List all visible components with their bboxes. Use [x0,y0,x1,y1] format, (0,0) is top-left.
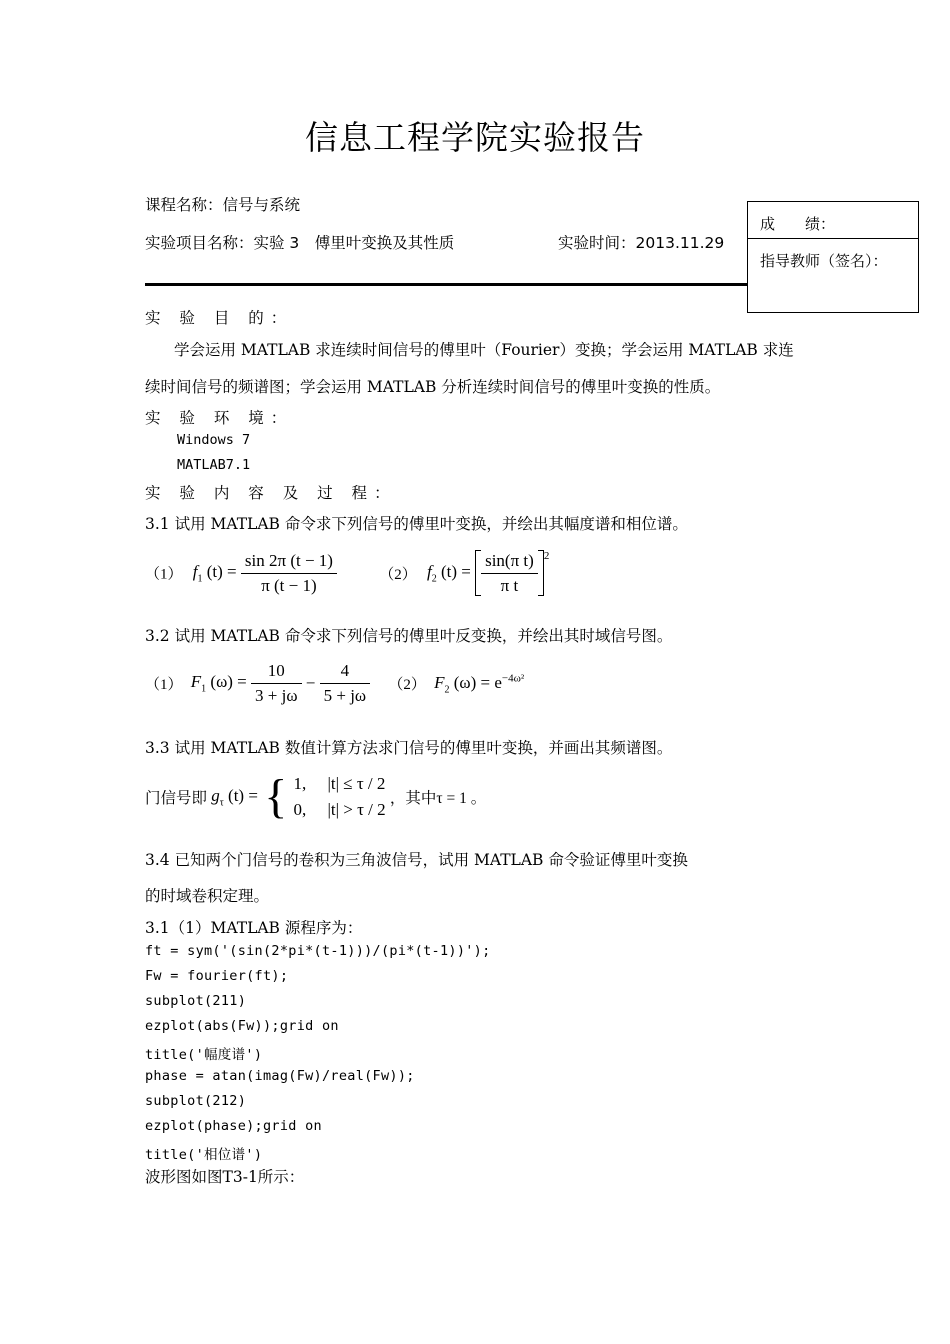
numerator: 10 [251,661,302,684]
project-name: 实验项目名称：实验 3 傅里叶变换及其性质 [145,234,455,252]
eq-symbol: F [190,672,202,692]
equation-3-3 [145,771,486,823]
eq-arg: (t) = [440,561,471,581]
eq-symbol: F [434,672,445,692]
task-3-3: 3.3 试用 MATLAB 数值计算方法求门信号的傅里叶变换，并画出其频谱图。 [145,739,673,757]
task-3-2: 3.2 试用 MATLAB 命令求下列信号的傅里叶反变换，并绘出其时域信号图。 [145,627,673,645]
code-line: subplot(211) [145,993,247,1009]
equation-3-2 [145,661,524,706]
numerator: sin(π t) [481,551,538,574]
environment-heading: 实 验 环 境： [145,409,294,427]
code-line: phase = atan(imag(Fw)/real(Fw)); [145,1068,415,1084]
task-3-4-line-1: 3.4 已知两个门信号的卷积为三角波信号，试用 MATLAB 命令验证傅里叶变换 [145,851,688,869]
code-heading: 3.1（1）MATLAB 源程序为： [145,919,363,937]
eq-arg: (ω) = e [453,672,502,692]
purpose-heading: 实 验 目 的： [145,309,294,327]
fraction [241,551,337,596]
page-title: 信息工程学院实验报告 [305,118,645,157]
code-line: ezplot(phase);grid on [145,1118,322,1134]
eq-number: （1） [145,566,183,583]
case-line: 1, |t| ≤ τ / 2 [293,774,386,793]
eq-number: （2） [388,677,426,693]
eq-arg: (ω) = [210,672,247,692]
eq-subscript: τ [219,797,224,809]
course-name: 课程名称：信号与系统 [145,196,301,214]
numerator: sin 2π (t − 1) [241,551,337,574]
eq-symbol: g [211,785,220,805]
eq-symbol: f [426,561,432,581]
fraction [251,661,302,706]
exponent: −4ω² [501,671,525,684]
code-line: title('幅度谱') [145,1047,263,1063]
code-line: ezplot(abs(Fw));grid on [145,1018,339,1034]
numerator: 4 [320,661,371,684]
code-line: title('相位谱') [145,1147,263,1163]
equation-3-1 [145,550,549,596]
eq-symbol: f [192,561,198,581]
eq-suffix: ，其中τ = 1 。 [389,790,487,807]
eq-subscript: 1 [201,683,207,695]
minus-sign: − [305,673,316,693]
case-line: 0, |t| > τ / 2 [293,800,386,819]
eq-arg: (t) = [228,785,258,805]
score-label: 成 绩： [760,215,836,233]
eq-subscript: 1 [197,573,203,585]
left-brace: { [264,770,288,823]
environment-item: MATLAB7.1 [177,457,251,473]
task-3-1: 3.1 试用 MATLAB 命令求下列信号的傅里叶变换，并绘出其幅度谱和相位谱。 [145,515,688,533]
denominator: π (t − 1) [261,575,317,595]
eq-subscript: 2 [431,573,437,585]
purpose-line-1: 学会运用 MATLAB 求连续时间信号的傅里叶（Fourier）变换；学会运用 MATLAB 求连 [174,341,794,359]
code-line: subplot(212) [145,1093,247,1109]
teacher-signature-label: 指导教师（签名）： [760,252,888,270]
denominator: π t [500,575,519,595]
figure-note: 波形图如图T3-1所示： [145,1168,305,1186]
code-line: ft = sym('(sin(2*pi*(t-1)))/(pi*(t-1))'); [145,943,491,959]
fraction [320,661,371,706]
eq-number: （2） [379,566,417,583]
cases [293,771,385,823]
code-line: Fw = fourier(ft); [145,968,289,984]
environment-item: Windows 7 [177,432,251,448]
eq-number: （1） [145,677,183,693]
experiment-date: 实验时间：2013.11.29 [558,234,725,252]
task-3-4-line-2: 的时域卷积定理。 [145,887,270,905]
exponent: 2 [543,550,550,562]
denominator: 3 + jω [255,686,298,705]
grade-box [747,201,919,313]
header-divider [145,283,748,286]
eq-arg: (t) = [206,561,237,581]
eq-prefix: 门信号即 [145,789,208,807]
content-heading: 实 验 内 容 及 过 程： [145,484,397,502]
purpose-line-2: 续时间信号的频谱图；学会运用 MATLAB 分析连续时间信号的傅里叶变换的性质。 [145,378,721,396]
eq-subscript: 2 [444,684,450,696]
fraction [481,551,538,596]
denominator: 5 + jω [323,686,367,705]
